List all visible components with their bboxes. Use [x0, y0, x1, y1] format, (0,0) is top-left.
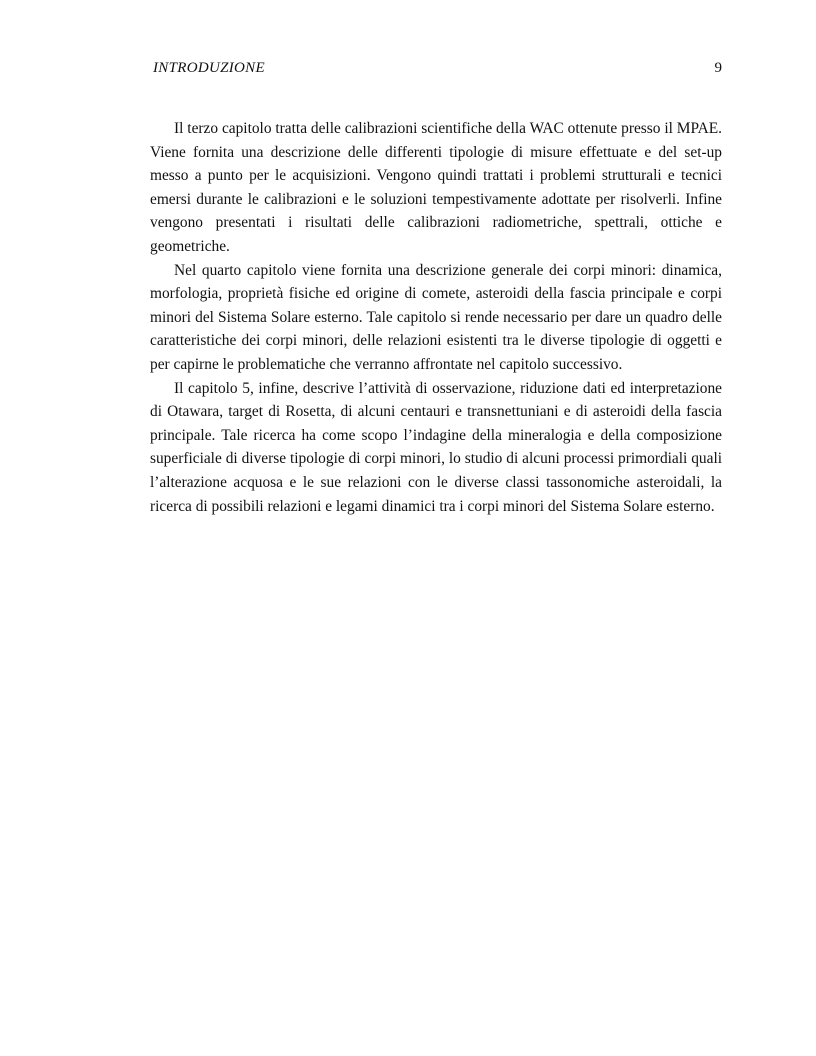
body-text [150, 117, 722, 518]
running-header [150, 60, 722, 82]
page-number: 9 [714, 60, 722, 76]
paragraph-chapter-5: Il capitolo 5, infine, descrive l’attività di osservazione, riduzione dati ed interpretazione di Otawara, target di Rosetta, di alcuni centauri e transnettuniani e di asteroidi della fascia principale. Tale ricerca ha come scopo l’indagine della mineralogia e della composizione superficiale di diverse tipologie di corpi minori, lo studio di alcuni processi primordiali quali l’alterazione acquosa e le sue relazioni con le diverse classi tassonomiche asteroidali, la ricerca di possibili relazioni e legami dinamici tra i corpi minori del Sistema Solare esterno. [150, 379, 722, 515]
paragraph-chapter-4: Nel quarto capitolo viene fornita una descrizione generale dei corpi minori: dinamica, morfologia, proprietà fisiche ed origine di comete, asteroidi della fascia principale e corpi minori del Sistema Solare esterno. Tale capitolo si rende necessario per dare un quadro delle caratteristiche dei corpi minori, delle relazioni esistenti tra le diverse tipologie di oggetti e per capirne le problematiche che verranno affrontate nel capitolo successivo. [150, 261, 722, 373]
paragraph-chapter-3: Il terzo capitolo tratta delle calibrazioni scientifiche della WAC ottenute presso il MPAE. Viene fornita una descrizione delle differenti tipologie di misure effettuate e del set-up messo a punto per le acquisizioni. Vengono quindi trattati i problemi strutturali e tecnici emersi durante le calibrazioni e le soluzioni tempestivamente adottate per risolverli. Infine vengono presentati i risultati delle calibrazioni radiometriche, spettrali, ottiche e geometriche. [150, 120, 722, 255]
running-header-title: INTRODUZIONE [153, 60, 265, 76]
